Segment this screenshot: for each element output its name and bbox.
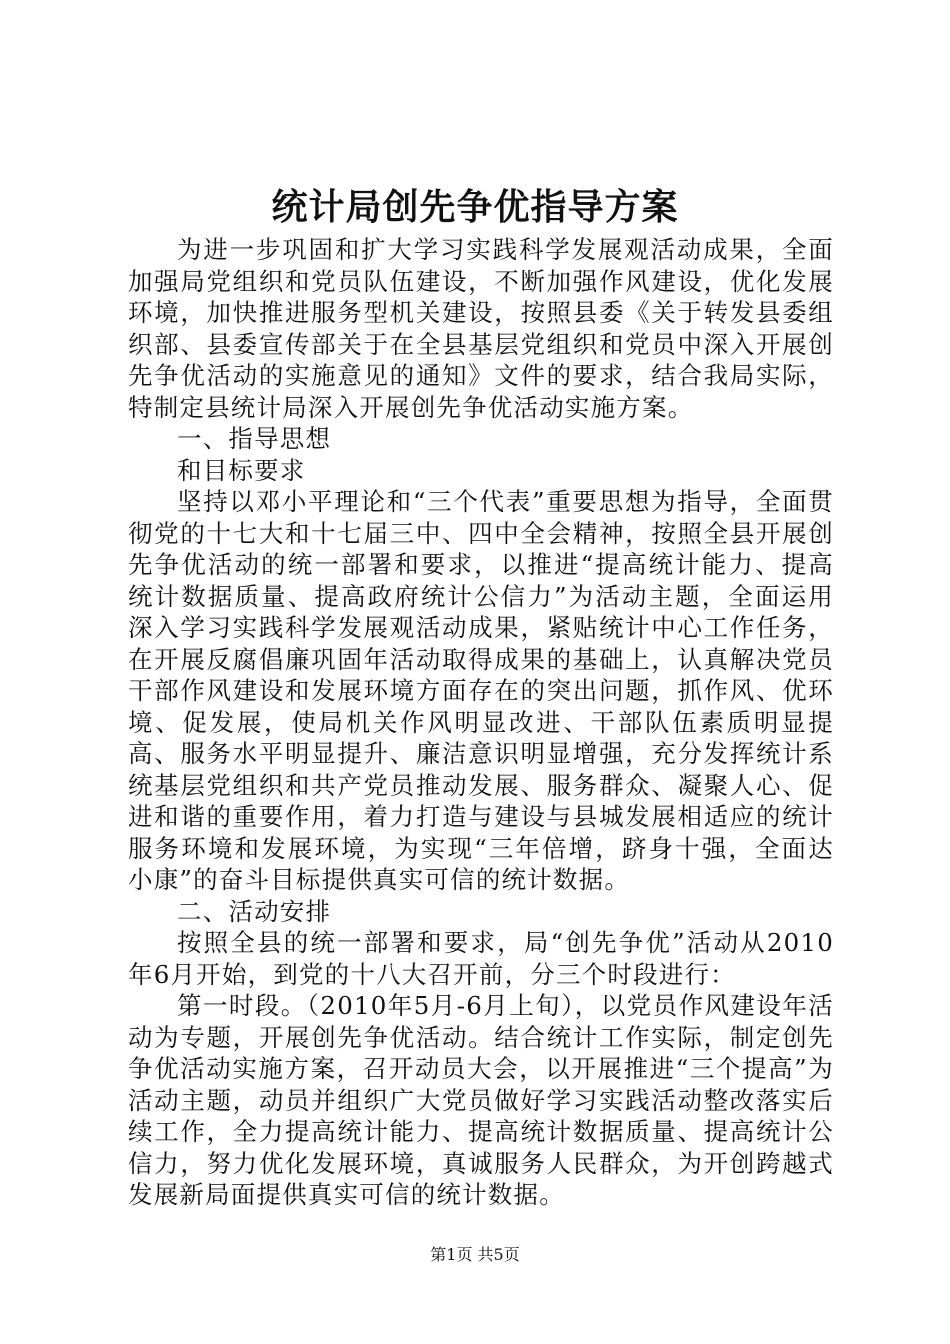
document-title: 统计局创先争优指导方案 [271,186,679,228]
intro-paragraph: 为进一步巩固和扩大学习实践科学发展观活动成果，全面加强局党组织和党员队伍建设，不断加强作风建设，优化发展环境，加快推进服务型机关建设，按照县委《关于转发县委组织部、县委宣传部关于在全县基层党组织和党员中深入开展创先争优活动的实施意见的通知》文件的要求，结合我局实际，特制定县统计局深入开展创先争优活动实施方案。 [128,235,834,422]
phase-one-paragraph: 第一时段。（2010年5月-6月上旬），以党员作风建设年活动为专题，开展创先争优活动。结合统计工作实际，制定创先争优活动实施方案，召开动员大会，以开展推进“三个提高”为活动主题，动员并组织广大党员做好学习实践活动整改落实后续工作，全力提高统计能力、提高统计数据质量、提高统计公信力，努力优化发展环境，真诚服务人民群众，为开创跨越式发展新局面提供真实可信的统计数据。 [128,991,834,1209]
section-heading-activity-schedule: 二、活动安排 [177,896,332,926]
guiding-paragraph: 坚持以邓小平理论和“三个代表”重要思想为指导，全面贯彻党的十七大和十七届三中、四中全会精神，按照全县开展创先争优活动的统一部署和要求，以推进“提高统计能力、提高统计数据质量、提高政府统计公信力”为活动主题，全面运用深入学习实践科学发展观活动成果，紧贴统计中心工作任务，在开展反腐倡廉巩固年活动取得成果的基础上，认真解决党员干部作风建设和发展环境方面存在的突出问题，抓作风、优环境、促发展，使局机关作风明显改进、干部队伍素质明显提高、服务水平明显提升、廉洁意识明显增强，充分发挥统计系统基层党组织和共产党员推动发展、服务群众、凝聚人心、促进和谐的重要作用，着力打造与建设与县城发展相适应的统计服务环境和发展环境，为实现“三年倍增，跻身十强，全面达小康”的奋斗目标提供真实可信的统计数据。 [128,487,834,894]
section-heading-guiding-thought: 一、指导思想 [177,424,332,453]
schedule-paragraph: 按照全县的统一部署和要求，局“创先争优”活动从2010年6月开始，到党的十八大召开前，分三个时段进行： [128,928,834,989]
document-body [128,234,834,1211]
page-footer: 第1页 共5页 [430,1245,520,1264]
section-heading-goals: 和目标要求 [177,455,306,485]
